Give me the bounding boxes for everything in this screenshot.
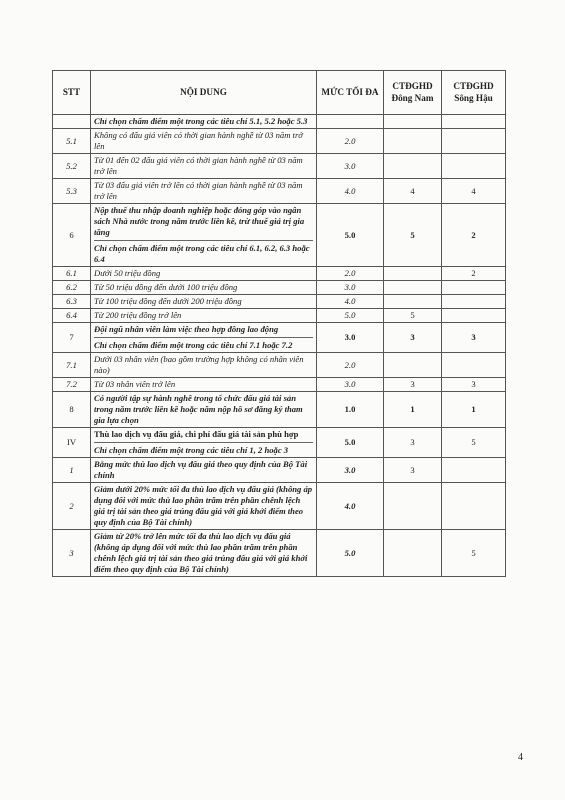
row-song-hau: 3 — [442, 323, 506, 353]
row-stt: 7.2 — [53, 378, 91, 392]
row-content: Không có đấu giá viên có thời gian hành nghề từ 03 năm trở lên — [91, 129, 317, 154]
header-dong-nam: CTĐGHD Đông Nam — [384, 71, 442, 115]
row-song-hau: 1 — [442, 392, 506, 428]
row-max: 3.0 — [317, 323, 384, 353]
row-stt: 5.2 — [53, 154, 91, 179]
row-song-hau: 5 — [442, 530, 506, 577]
row-dong-nam — [384, 267, 442, 281]
row-content: Giảm từ 20% trở lên mức tối đa thù lao dịch vụ đấu giá (không áp dụng đối với mức thù lao phần trăm trên phần chênh lệch giá trị tài sản theo giá trúng đấu giá với giá khởi điểm theo quy định của Bộ Tài chính) — [91, 530, 317, 577]
row-dong-nam — [384, 295, 442, 309]
row-stt: 2 — [53, 483, 91, 530]
table-row — [53, 483, 506, 530]
page-number: 4 — [518, 752, 523, 763]
row-stt: 3 — [53, 530, 91, 577]
table-row — [53, 353, 506, 378]
row-dong-nam — [384, 115, 442, 129]
row-dong-nam: 5 — [384, 309, 442, 323]
row-max: 5.0 — [317, 428, 384, 458]
row-max: 3.0 — [317, 458, 384, 483]
row-content-cell — [91, 204, 317, 267]
row-content-note: Chỉ chọn chấm điểm một trong các tiêu chí 6.1, 6.2, 6.3 hoặc 6.4 — [94, 240, 313, 265]
row-dong-nam: 4 — [384, 179, 442, 204]
row-stt: 6.3 — [53, 295, 91, 309]
row-dong-nam — [384, 530, 442, 577]
table-row — [53, 281, 506, 295]
row-max: 5.0 — [317, 204, 384, 267]
table-row — [53, 530, 506, 577]
row-stt: 6.4 — [53, 309, 91, 323]
row-max: 4.0 — [317, 179, 384, 204]
row-stt: 6.2 — [53, 281, 91, 295]
row-stt: 8 — [53, 392, 91, 428]
row-dong-nam: 3 — [384, 458, 442, 483]
row-stt: IV — [53, 428, 91, 458]
table-row — [53, 309, 506, 323]
row-song-hau — [442, 115, 506, 129]
row-song-hau — [442, 353, 506, 378]
row-dong-nam — [384, 154, 442, 179]
row-song-hau: 4 — [442, 179, 506, 204]
header-content: NỘI DUNG — [91, 71, 317, 115]
row-song-hau: 3 — [442, 378, 506, 392]
row-dong-nam: 5 — [384, 204, 442, 267]
row-content-note: Chỉ chọn chấm điểm một trong các tiêu chí 1, 2 hoặc 3 — [94, 442, 313, 456]
row-content-note: Chỉ chọn chấm điểm một trong các tiêu chí 7.1 hoặc 7.2 — [94, 337, 313, 351]
row-dong-nam — [384, 281, 442, 295]
header-stt: STT — [53, 71, 91, 115]
row-max: 3.0 — [317, 154, 384, 179]
row-song-hau — [442, 129, 506, 154]
row-stt: 5.3 — [53, 179, 91, 204]
row-content-cell — [91, 428, 317, 458]
row-stt: 1 — [53, 458, 91, 483]
table-row — [53, 267, 506, 281]
row-content: Chỉ chọn chấm điểm một trong các tiêu chí 5.1, 5.2 hoặc 5.3 — [91, 115, 317, 129]
table-row — [53, 129, 506, 154]
header-song-hau: CTĐGHD Sông Hậu — [442, 71, 506, 115]
row-max: 2.0 — [317, 353, 384, 378]
row-content: Giảm dưới 20% mức tối đa thù lao dịch vụ đấu giá (không áp dụng đối với mức thù lao phần trăm trên phần chênh lệch giá trị tài sản theo giá trúng đấu giá với giá khởi điểm theo quy định của Bộ Tài chính) — [91, 483, 317, 530]
row-max: 2.0 — [317, 267, 384, 281]
row-content: Từ 03 đấu giá viên trở lên có thời gian hành nghề từ 03 năm trở lên — [91, 179, 317, 204]
row-content-cell — [91, 323, 317, 353]
row-song-hau — [442, 295, 506, 309]
table-row — [53, 323, 506, 353]
row-dong-nam: 3 — [384, 323, 442, 353]
header-max: MỨC TỐI ĐA — [317, 71, 384, 115]
row-max: 4.0 — [317, 483, 384, 530]
row-dong-nam: 3 — [384, 378, 442, 392]
table-row — [53, 428, 506, 458]
row-stt — [53, 115, 91, 129]
row-song-hau: 5 — [442, 428, 506, 458]
row-content: Bằng mức thù lao dịch vụ đấu giá theo quy định của Bộ Tài chính — [91, 458, 317, 483]
row-content: Từ 01 đến 02 đấu giá viên có thời gian hành nghề từ 03 năm trở lên — [91, 154, 317, 179]
row-song-hau — [442, 309, 506, 323]
table-row — [53, 458, 506, 483]
row-max: 4.0 — [317, 295, 384, 309]
row-content: Từ 200 triệu đồng trở lên — [91, 309, 317, 323]
row-dong-nam: 1 — [384, 392, 442, 428]
row-max — [317, 115, 384, 129]
table-row — [53, 115, 506, 129]
row-content: Đội ngũ nhân viên làm việc theo hợp đồng lao động — [94, 324, 279, 334]
row-song-hau — [442, 483, 506, 530]
row-stt: 6 — [53, 204, 91, 267]
row-content: Từ 50 triệu đồng đến dưới 100 triệu đồng — [91, 281, 317, 295]
row-stt: 7 — [53, 323, 91, 353]
row-content: Nộp thuế thu nhập doanh nghiệp hoặc đóng góp vào ngân sách Nhà nước trong năm trước liền kề, trừ thuế giá trị gia tăng — [94, 205, 305, 237]
row-song-hau — [442, 154, 506, 179]
row-stt: 6.1 — [53, 267, 91, 281]
row-max: 5.0 — [317, 309, 384, 323]
row-content: Từ 100 triệu đồng đến dưới 200 triệu đồng — [91, 295, 317, 309]
criteria-table — [52, 70, 506, 577]
table-row — [53, 154, 506, 179]
table-row — [53, 392, 506, 428]
row-dong-nam — [384, 129, 442, 154]
row-max: 1.0 — [317, 392, 384, 428]
table-row — [53, 179, 506, 204]
row-content: Dưới 03 nhân viên (bao gồm trường hợp không có nhân viên nào) — [91, 353, 317, 378]
row-max: 3.0 — [317, 378, 384, 392]
row-max: 2.0 — [317, 129, 384, 154]
table-row — [53, 295, 506, 309]
row-dong-nam: 3 — [384, 428, 442, 458]
table-row — [53, 204, 506, 267]
row-content: Thù lao dịch vụ đấu giá, chi phí đấu giá tài sản phù hợp — [94, 429, 299, 439]
table-row — [53, 378, 506, 392]
row-dong-nam — [384, 483, 442, 530]
row-song-hau: 2 — [442, 267, 506, 281]
row-max: 5.0 — [317, 530, 384, 577]
row-stt: 5.1 — [53, 129, 91, 154]
row-song-hau: 2 — [442, 204, 506, 267]
row-content: Dưới 50 triệu đồng — [91, 267, 317, 281]
row-song-hau — [442, 458, 506, 483]
row-stt: 7.1 — [53, 353, 91, 378]
row-dong-nam — [384, 353, 442, 378]
row-content: Từ 03 nhân viên trở lên — [91, 378, 317, 392]
row-max: 3.0 — [317, 281, 384, 295]
row-song-hau — [442, 281, 506, 295]
row-content: Có người tập sự hành nghề trong tổ chức đấu giá tài sản trong năm trước liền kề hoặc năm nộp hồ sơ đăng ký tham gia lựa chọn — [91, 392, 317, 428]
